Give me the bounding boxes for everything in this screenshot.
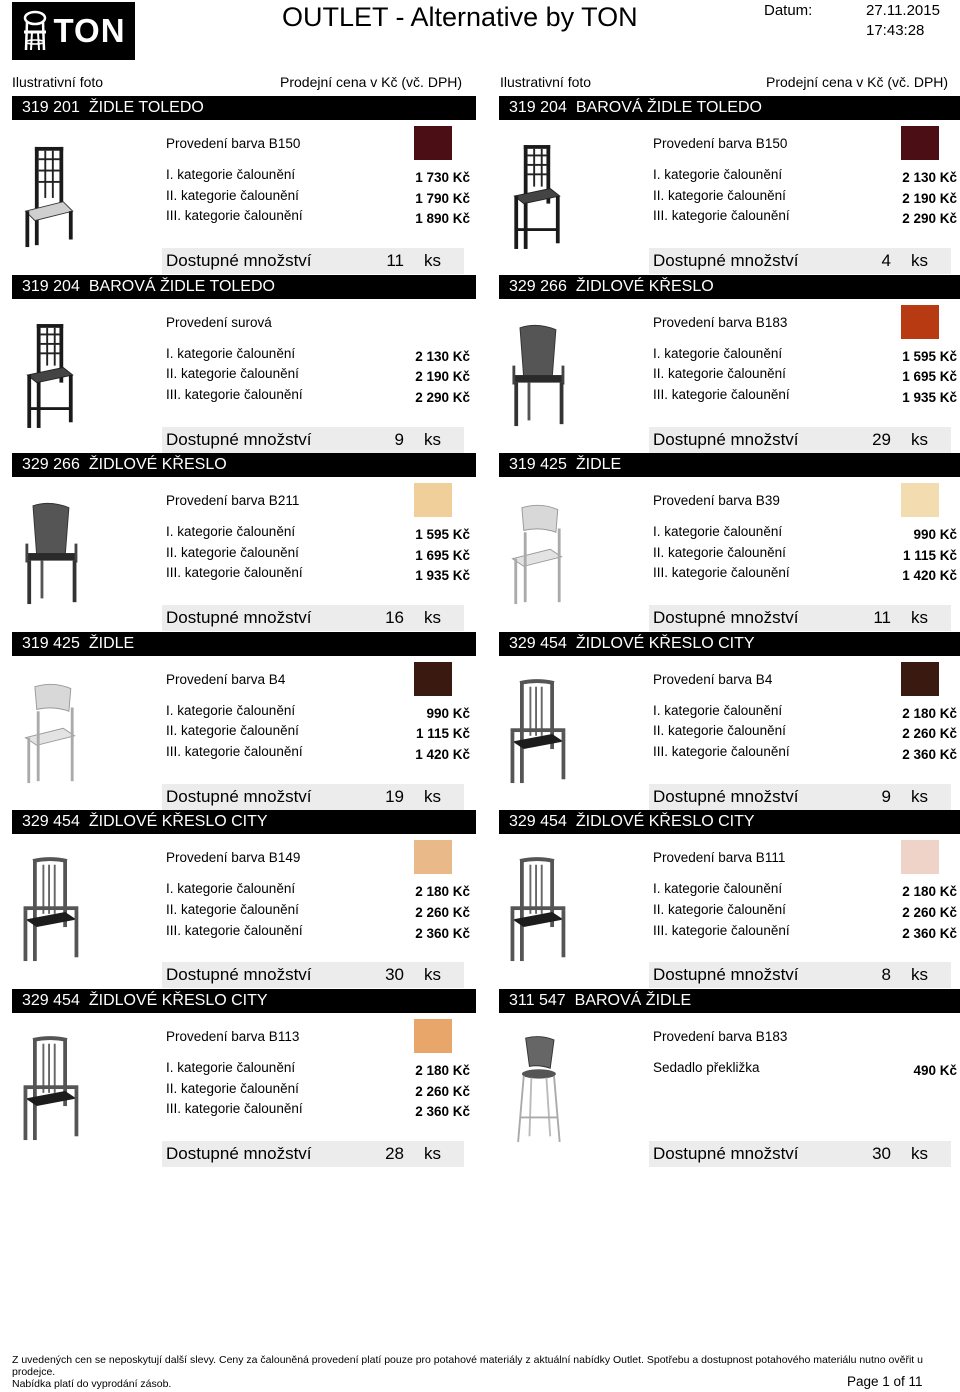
chair-photo <box>503 140 571 254</box>
product-card <box>12 632 476 811</box>
color-swatch <box>901 483 939 517</box>
category-label: III. kategorie čalounění <box>166 565 303 581</box>
category-label: III. kategorie čalounění <box>653 208 790 224</box>
chair-photo <box>503 497 571 611</box>
category-label: II. kategorie čalounění <box>653 901 786 917</box>
price-value: 1 595 Kč <box>415 527 470 543</box>
product-name: ŽIDLE <box>88 634 135 652</box>
price-value: 1 935 Kč <box>902 389 957 405</box>
product-title-bar <box>499 275 960 299</box>
stock-quantity: 9 <box>881 786 891 806</box>
product-title-bar <box>499 96 960 120</box>
price-value: 2 180 Kč <box>902 884 957 900</box>
chair-photo <box>16 676 84 790</box>
product-card <box>499 989 960 1168</box>
variant-label: Provedení surová <box>166 314 272 330</box>
product-code: 319 425 <box>509 456 567 474</box>
chair-photo <box>16 319 84 433</box>
price-value: 2 190 Kč <box>902 190 957 206</box>
footer-line: Z uvedených cen se neposkytují další slevy. Ceny za čalouněná provedení platí pouze pro potahové materiály z aktuální nabídky Outlet. Spotřebu a dostupnost potahového materiálu nutno ověřit u prodejce. <box>12 1354 923 1378</box>
stock-unit: ks <box>911 965 928 985</box>
price-value: 2 360 Kč <box>902 746 957 762</box>
stock-label: Dostupné množství <box>653 251 799 270</box>
category-label: III. kategorie čalounění <box>166 743 303 759</box>
price-value: 1 730 Kč <box>415 170 470 185</box>
category-label: III. kategorie čalounění <box>653 386 790 402</box>
category-label: I. kategorie čalounění <box>166 881 296 897</box>
category-label: I. kategorie čalounění <box>653 345 783 361</box>
stock-label: Dostupné množství <box>166 965 312 985</box>
footer-note <box>12 1354 958 1390</box>
product-code: 329 454 <box>509 634 567 652</box>
stock-label: Dostupné množství <box>166 608 312 628</box>
price-value: 490 Kč <box>913 1063 957 1078</box>
stock-label: Dostupné množství <box>653 608 799 628</box>
stock-unit: ks <box>424 965 441 985</box>
stock-label: Dostupné množství <box>166 786 312 806</box>
price-value: 1 695 Kč <box>415 547 470 563</box>
price-value: 2 360 Kč <box>902 925 957 941</box>
stock-box <box>162 1141 464 1167</box>
product-card <box>12 810 476 989</box>
category-label: III. kategorie čalounění <box>653 922 790 938</box>
color-swatch <box>901 305 939 339</box>
product-name: ŽIDLE TOLEDO <box>88 99 204 116</box>
product-card <box>499 810 960 989</box>
product-title-bar <box>12 453 476 477</box>
stock-quantity: 11 <box>386 251 404 270</box>
column-photo-label: Ilustrativní foto <box>500 74 592 90</box>
category-label: I. kategorie čalounění <box>166 524 296 540</box>
category-label: Sedadlo překližka <box>653 1060 760 1075</box>
chair-photo <box>16 1033 84 1147</box>
product-code: 329 454 <box>22 813 80 831</box>
stock-quantity: 28 <box>385 1144 404 1163</box>
stock-box <box>162 427 464 453</box>
product-name: ŽIDLOVÉ KŘESLO <box>575 277 714 295</box>
price-value: 2 290 Kč <box>415 389 470 405</box>
date-value: 27.11.2015 <box>866 2 940 19</box>
category-label: II. kategorie čalounění <box>166 723 299 739</box>
product-name: ŽIDLOVÉ KŘESLO CITY <box>88 813 268 831</box>
stock-box <box>649 605 951 631</box>
stock-quantity: 4 <box>881 251 891 270</box>
product-title-bar <box>12 96 476 120</box>
product-title-bar <box>12 989 476 1013</box>
category-label: II. kategorie čalounění <box>653 366 786 382</box>
category-label: I. kategorie čalounění <box>653 702 783 718</box>
stock-label: Dostupné množství <box>653 429 799 449</box>
chair-photo <box>16 140 84 254</box>
price-value: 1 420 Kč <box>902 568 957 584</box>
category-label: I. kategorie čalounění <box>166 702 296 718</box>
color-swatch <box>414 126 452 160</box>
ton-logo <box>12 2 135 60</box>
color-swatch <box>901 840 939 874</box>
stock-box <box>649 1141 951 1167</box>
stock-unit: ks <box>911 429 928 449</box>
chair-photo <box>16 497 84 611</box>
category-label: II. kategorie čalounění <box>166 366 299 382</box>
date-label: Datum: <box>764 2 813 19</box>
variant-label: Provedení barva B183 <box>653 314 788 330</box>
footer-line: Nabídka platí do vyprodání zásob. <box>12 1378 172 1390</box>
category-label: II. kategorie čalounění <box>166 1080 299 1096</box>
price-value: 1 115 Kč <box>415 726 470 742</box>
stock-box <box>649 248 951 274</box>
stock-box <box>649 962 951 988</box>
variant-label: Provedení barva B111 <box>653 850 786 866</box>
price-value: 2 180 Kč <box>902 705 957 721</box>
category-label: II. kategorie čalounění <box>166 544 299 560</box>
price-value: 2 360 Kč <box>415 1104 470 1120</box>
stock-unit: ks <box>424 1144 441 1163</box>
product-title-bar <box>12 810 476 834</box>
product-card <box>12 989 476 1168</box>
product-code: 319 204 <box>509 99 567 116</box>
price-value: 2 260 Kč <box>415 904 470 920</box>
variant-label: Provedení barva B113 <box>166 1029 300 1044</box>
product-card <box>12 453 476 632</box>
chair-photo <box>503 1033 571 1147</box>
category-label: III. kategorie čalounění <box>166 922 303 938</box>
category-label: III. kategorie čalounění <box>166 1101 303 1117</box>
category-label: II. kategorie čalounění <box>653 723 786 739</box>
price-value: 2 360 Kč <box>415 925 470 941</box>
stock-box <box>649 427 951 453</box>
bentwood-chair-icon <box>21 10 49 52</box>
stock-box <box>649 784 951 810</box>
stock-box <box>162 248 464 274</box>
product-name: ŽIDLOVÉ KŘESLO CITY <box>88 992 268 1009</box>
price-value: 990 Kč <box>426 705 470 721</box>
chair-photo <box>16 854 84 968</box>
product-code: 319 425 <box>22 634 80 652</box>
stock-box <box>162 605 464 631</box>
product-card <box>499 275 960 454</box>
variant-label: Provedení barva B149 <box>166 850 301 866</box>
stock-quantity: 16 <box>385 608 404 628</box>
category-label: II. kategorie čalounění <box>166 901 299 917</box>
category-label: I. kategorie čalounění <box>653 524 783 540</box>
stock-unit: ks <box>424 429 441 449</box>
product-title-bar <box>499 632 960 656</box>
product-name: ŽIDLOVÉ KŘESLO <box>88 456 227 474</box>
stock-unit: ks <box>911 786 928 806</box>
product-title-bar <box>499 810 960 834</box>
price-value: 1 695 Kč <box>902 369 957 385</box>
category-label: II. kategorie čalounění <box>653 544 786 560</box>
stock-quantity: 30 <box>872 1144 891 1163</box>
stock-unit: ks <box>911 1144 928 1163</box>
column-photo-label: Ilustrativní foto <box>12 74 104 90</box>
color-swatch <box>901 662 939 696</box>
category-label: I. kategorie čalounění <box>653 167 783 182</box>
stock-quantity: 29 <box>872 429 891 449</box>
time-value: 17:43:28 <box>866 22 925 39</box>
stock-quantity: 8 <box>881 965 891 985</box>
product-card <box>12 96 476 275</box>
product-code: 329 266 <box>509 277 567 295</box>
chair-photo <box>503 854 571 968</box>
category-label: I. kategorie čalounění <box>166 345 296 361</box>
stock-unit: ks <box>424 786 441 806</box>
category-label: III. kategorie čalounění <box>653 565 790 581</box>
category-label: III. kategorie čalounění <box>653 743 790 759</box>
price-value: 2 190 Kč <box>415 369 470 385</box>
variant-label: Provedení barva B39 <box>653 493 780 509</box>
category-label: I. kategorie čalounění <box>166 1060 296 1075</box>
variant-label: Provedení barva B211 <box>166 493 300 509</box>
price-value: 990 Kč <box>913 527 957 543</box>
product-card <box>12 275 476 454</box>
product-code: 329 454 <box>509 813 567 831</box>
price-value: 2 130 Kč <box>415 348 470 364</box>
stock-label: Dostupné množství <box>653 965 799 985</box>
product-card <box>499 96 960 275</box>
stock-quantity: 9 <box>394 429 404 449</box>
price-value: 2 180 Kč <box>415 884 470 900</box>
chair-photo <box>503 319 571 433</box>
price-value: 2 290 Kč <box>902 211 957 227</box>
stock-label: Dostupné množství <box>166 1144 312 1163</box>
price-value: 1 420 Kč <box>415 746 470 762</box>
stock-quantity: 11 <box>873 608 891 628</box>
logo-text: TON <box>53 12 126 49</box>
product-title-bar <box>499 989 960 1013</box>
price-value: 2 180 Kč <box>415 1063 470 1078</box>
stock-label: Dostupné množství <box>653 1144 799 1163</box>
price-value: 2 260 Kč <box>902 726 957 742</box>
category-label: I. kategorie čalounění <box>166 167 296 182</box>
product-title-bar <box>499 453 960 477</box>
category-label: III. kategorie čalounění <box>166 208 303 224</box>
product-name: BAROVÁ ŽIDLE TOLEDO <box>575 99 762 116</box>
product-name: ŽIDLOVÉ KŘESLO CITY <box>575 634 755 652</box>
product-name: BAROVÁ ŽIDLE TOLEDO <box>88 277 275 295</box>
product-code: 311 547 <box>509 992 566 1009</box>
color-swatch <box>414 662 452 696</box>
stock-unit: ks <box>424 251 441 270</box>
category-label: II. kategorie čalounění <box>653 187 786 203</box>
price-value: 1 115 Kč <box>902 547 957 563</box>
category-label: III. kategorie čalounění <box>166 386 303 402</box>
stock-unit: ks <box>911 608 928 628</box>
color-swatch <box>414 483 452 517</box>
product-code: 329 454 <box>22 992 80 1009</box>
variant-label: Provedení barva B4 <box>653 671 773 687</box>
document-title: OUTLET - Alternative by TON <box>282 2 638 32</box>
price-value: 2 130 Kč <box>902 170 957 185</box>
product-name: ŽIDLOVÉ KŘESLO CITY <box>575 813 755 831</box>
price-value: 1 890 Kč <box>415 211 470 227</box>
stock-quantity: 30 <box>385 965 404 985</box>
variant-label: Provedení barva B183 <box>653 1029 788 1044</box>
product-title-bar <box>12 632 476 656</box>
column-price-label: Prodejní cena v Kč (vč. DPH) <box>280 74 463 90</box>
product-card <box>499 632 960 811</box>
product-card <box>499 453 960 632</box>
color-swatch <box>414 1019 452 1053</box>
stock-unit: ks <box>424 608 441 628</box>
product-name: BAROVÁ ŽIDLE <box>574 992 692 1009</box>
price-value: 1 790 Kč <box>415 190 470 206</box>
price-value: 2 260 Kč <box>415 1083 470 1099</box>
product-name: ŽIDLE <box>575 456 622 474</box>
category-label: I. kategorie čalounění <box>653 881 783 897</box>
chair-photo <box>503 676 571 790</box>
stock-label: Dostupné množství <box>166 429 312 449</box>
product-code: 319 204 <box>22 277 80 295</box>
page-number: Page 1 of 11 <box>847 1374 923 1389</box>
price-value: 2 260 Kč <box>902 904 957 920</box>
product-code: 329 266 <box>22 456 80 474</box>
product-title-bar <box>12 275 476 299</box>
stock-box <box>162 784 464 810</box>
stock-label: Dostupné množství <box>166 251 312 270</box>
product-code: 319 201 <box>22 99 80 116</box>
stock-label: Dostupné množství <box>653 786 799 806</box>
stock-unit: ks <box>911 251 928 270</box>
color-swatch <box>901 126 939 160</box>
category-label: II. kategorie čalounění <box>166 187 299 203</box>
color-swatch <box>414 840 452 874</box>
stock-box <box>162 962 464 988</box>
stock-quantity: 19 <box>385 786 404 806</box>
column-price-label: Prodejní cena v Kč (vč. DPH) <box>766 74 949 90</box>
variant-label: Provedení barva B150 <box>653 136 788 151</box>
price-value: 1 595 Kč <box>902 348 957 364</box>
price-value: 1 935 Kč <box>415 568 470 584</box>
variant-label: Provedení barva B4 <box>166 671 286 687</box>
variant-label: Provedení barva B150 <box>166 136 301 151</box>
